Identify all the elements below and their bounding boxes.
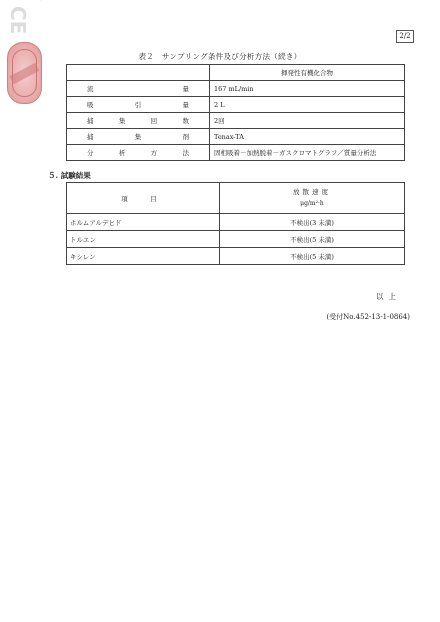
result-value: 不検出(5 未満) — [220, 231, 405, 248]
table-caption: 表２ サンプリング条件及び分析方法（続き） — [138, 52, 302, 61]
section-title: ５. 試験結果 — [48, 171, 91, 180]
page-number: 2/2 — [396, 30, 414, 43]
row-value: 2 L — [210, 97, 405, 113]
scan-artifact-line — [40, 0, 77, 1]
table-header-row — [67, 183, 405, 214]
table-header-row — [67, 65, 405, 81]
row-value: 167 mL/min — [210, 81, 405, 97]
result-value: 不検出(3 未満) — [220, 214, 405, 231]
row-label: 捕集回数 — [67, 113, 210, 129]
row-value: Tenax-TA — [210, 129, 405, 145]
row-value: 2回 — [210, 113, 405, 129]
sampling-conditions-table — [66, 64, 405, 161]
table-row — [67, 214, 405, 231]
table-row — [67, 248, 405, 265]
table-corner-cell — [67, 65, 210, 81]
result-item: トルエン — [67, 231, 220, 248]
table-row — [67, 81, 405, 97]
table-row — [67, 145, 405, 161]
table-row — [67, 113, 405, 129]
rate-header-unit: μg/m²·h — [300, 200, 324, 207]
table-row — [67, 129, 405, 145]
column-header-rate — [220, 183, 405, 214]
column-header: 揮発性有機化合物 — [210, 65, 405, 81]
column-header-item: 項 目 — [67, 183, 220, 214]
test-results-table — [66, 182, 405, 265]
row-label: 吸引量 — [67, 97, 210, 113]
rate-header-label: 放散速度 — [293, 188, 331, 196]
row-label: 分析方法 — [67, 145, 210, 161]
result-item: キシレン — [67, 248, 220, 265]
row-label: 捕集剤 — [67, 129, 210, 145]
table-row — [67, 231, 405, 248]
table-row — [67, 97, 405, 113]
result-value: 不検出(5 未満) — [220, 248, 405, 265]
row-value: 固相吸着－加熱脱着－ガスクロマトグラフ／質量分析法 — [210, 145, 405, 161]
row-label: 流量 — [67, 81, 210, 97]
closing-text: 以上 — [376, 292, 401, 301]
receipt-number: (受付No.452-13-1-0864) — [326, 313, 410, 321]
result-item: ホルムアルデヒド — [67, 214, 220, 231]
watermark-mark: CE — [6, 6, 30, 35]
